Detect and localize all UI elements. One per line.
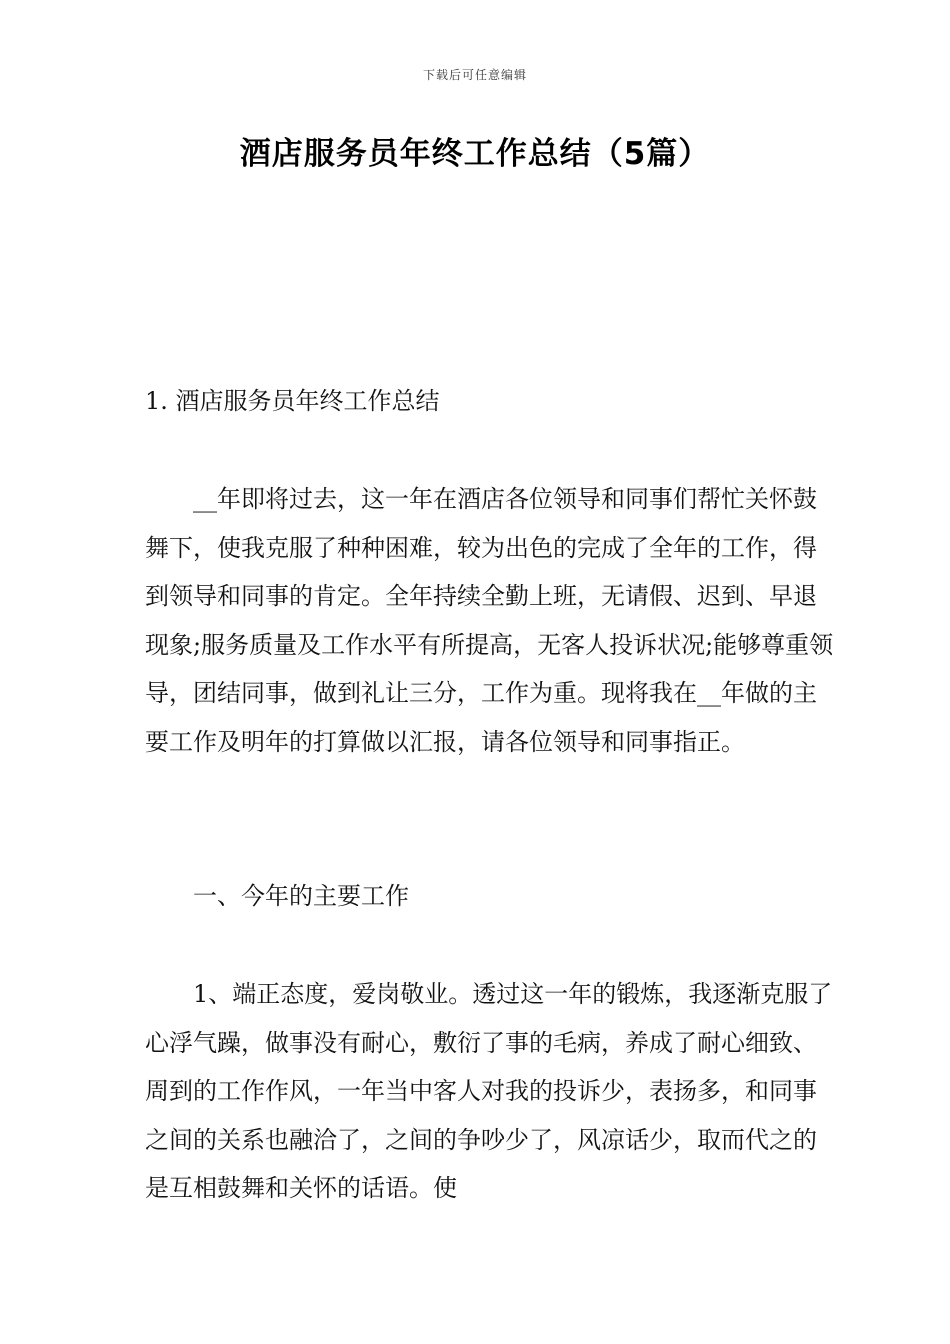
item-paragraph-1: 1、端正态度，爱岗敬业。透过这一年的锻炼，我逐渐克服了心浮气躁，做事没有耐心，敷衍了事的毛病，养成了耐心细致、周到的工作作风，一年当中客人对我的投诉少，表扬多，和同事之间的关系也融洽了，之间的争吵少了，风凉话少，取而代之的是互相鼓舞和关怀的话语。使: [145, 980, 833, 1202]
intro-paragraph: __年即将过去，这一年在酒店各位领导和同事们帮忙关怀鼓舞下，使我克服了种种困难，较为出色的完成了全年的工作，得到领导和同事的肯定。全年持续全勤上班，无请假、迟到、早退现象;服务质量及工作水平有所提高，无客人投诉状况;能够尊重领导，团结同事，做到礼让三分，工作为重。现将我在__年做的主要工作及明年的打算做以汇报，请各位领导和同事指正。: [145, 485, 834, 756]
section-heading: 1. 酒店服务员年终工作总结: [145, 387, 440, 415]
document-title: 酒店服务员年终工作总结（5篇）: [239, 136, 711, 172]
subheading-main-work: 一、今年的主要工作: [193, 882, 409, 910]
download-note: 下载后可任意编辑: [422, 68, 527, 82]
